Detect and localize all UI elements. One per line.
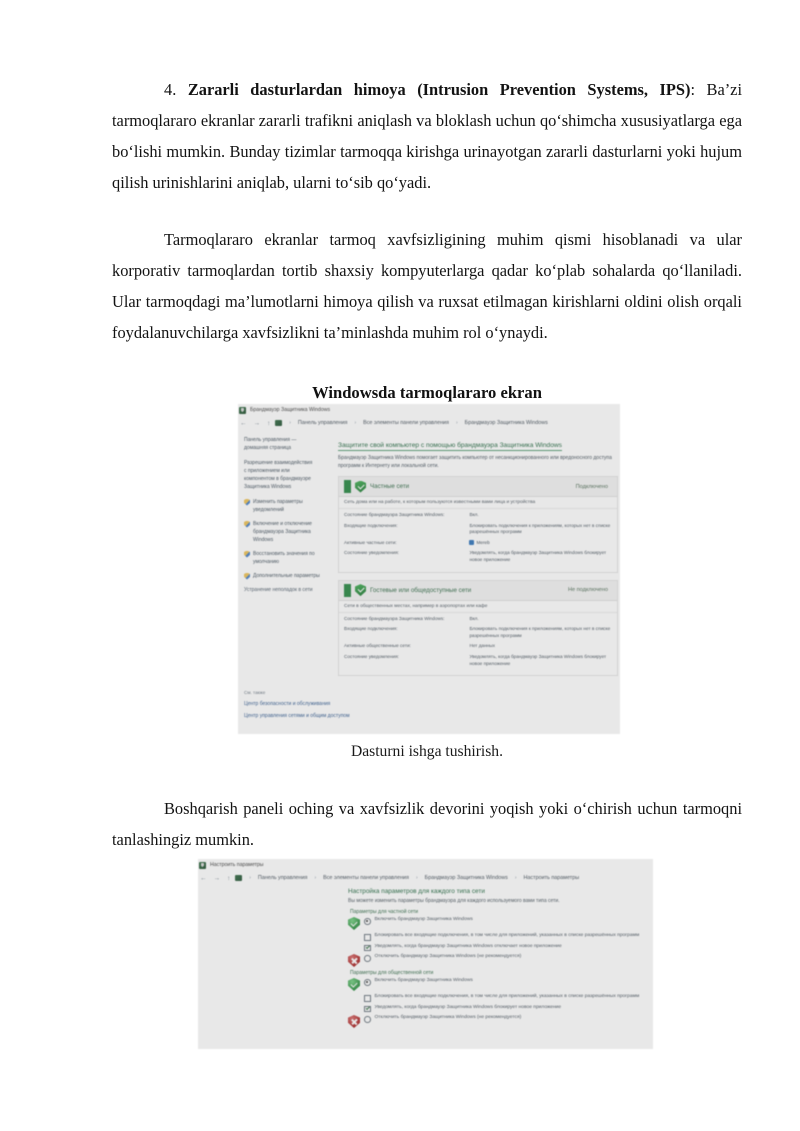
row-key: Входящие подключения: (344, 522, 398, 528)
row-value: Уведомлять, когда брандмауэр Защитника Windows блокирует новое приложение (469, 550, 607, 562)
sidebar-item-label: Изменить параметры уведомлений (253, 499, 303, 513)
breadcrumb-item-3[interactable]: Настроить параметры (523, 875, 580, 881)
breadcrumb-item-2[interactable]: Брандмауэр Защитника Windows (464, 420, 548, 426)
row-key: Состояние брандмауэра Защитника Windows: (344, 512, 445, 517)
status-bar-green (344, 584, 351, 597)
back-icon[interactable]: ← (240, 419, 247, 427)
sidebar-item-change-notifications[interactable] (244, 498, 330, 514)
window-title: Настроить параметры (210, 862, 264, 868)
network-row (344, 654, 612, 667)
content-intro: Брандмауэр Защитника Windows помогает защитить компьютер от несанкционированного или вредоносного доступа программ к Интернету или локальной сети. (338, 455, 612, 469)
row-value-with-icon (469, 540, 612, 547)
folder-icon (235, 875, 242, 881)
checkbox-block-all-incoming[interactable] (364, 934, 371, 941)
folder-icon (275, 420, 282, 426)
paragraph-number: 4. (164, 80, 177, 99)
settings-group-private (348, 909, 651, 967)
option-enable-firewall-private[interactable] (348, 917, 651, 930)
uac-shield-icon (244, 551, 250, 558)
paragraph-summary (112, 224, 742, 348)
breadcrumb-separator: › (514, 875, 517, 881)
suboption-label: Уведомлять, когда брандмауэр Защитника Windows отключает новое приложение (374, 943, 562, 949)
network-row (344, 550, 612, 563)
shield-app-icon (199, 862, 206, 869)
screenshot-firewall-overview (238, 404, 620, 734)
paragraph-body: Boshqarish paneli oching va xavfsizlik devorini yoqish yoki o‘chirish uchun tarmoqni tanlashingiz mumkin. (112, 799, 742, 849)
network-description: Сети в общественных местах, например в аэропортах или кафе (339, 601, 617, 613)
sidebar-item-restore-defaults[interactable] (244, 550, 330, 566)
network-rows (339, 509, 617, 572)
sidebar-allow-line2: с приложением или (244, 468, 290, 474)
customize-panel (198, 885, 653, 1028)
up-icon[interactable]: ↑ (267, 419, 271, 427)
green-shield-check-icon (355, 584, 366, 596)
green-shield-check-icon (355, 481, 366, 493)
breadcrumb-separator: › (314, 875, 317, 881)
option-disable-firewall-public[interactable] (348, 1015, 651, 1028)
sidebar-home-line2: домашняя страница (244, 445, 292, 451)
checkbox-notify-blocked-app[interactable] (364, 1006, 371, 1013)
address-bar[interactable] (238, 416, 620, 430)
group-label: Параметры для частной сети (350, 909, 419, 915)
sidebar-item-troubleshoot[interactable]: Устранение неполадок в сети (244, 587, 313, 593)
suboption-label: Уведомлять, когда брандмауэр Защитника Windows блокирует новое приложение (374, 1004, 562, 1010)
see-also-link-security-maintenance[interactable]: Центр безопасности и обслуживания (244, 701, 331, 708)
forward-icon[interactable]: → (213, 874, 220, 882)
radio-disable-firewall[interactable] (364, 1016, 371, 1023)
row-key: Состояние брандмауэра Защитника Windows: (344, 615, 445, 621)
breadcrumb-item-1[interactable]: Все элементы панели управления (363, 420, 449, 426)
sidebar-item-label: Восстановить значения по умолчанию (253, 551, 315, 565)
network-state: Подключено (575, 483, 608, 490)
suboption-label: Блокировать все входящие подключения, в том числе для приложений, указанных в списке разрешённых программ (374, 933, 640, 938)
network-header (339, 477, 617, 497)
nav-arrows[interactable] (240, 420, 270, 427)
sidebar-allow-line1: Разрешение взаимодействия (244, 460, 313, 466)
paragraph-body: : Ba’zi tarmoqlararo ekranlar zararli trafikni aniqlash va bloklash uchun qo‘shimcha xususiyatlarga ega bo‘lishi mumkin. Bunday tizimlar tarmoqqa kirishga urinayotgan zararli dasturlarni yoki hujum qilish urinishlarini aniqlab, ularni to‘sib qo‘yadi. (112, 80, 743, 192)
customize-heading: Настройка параметров для каждого типа сети (348, 888, 485, 895)
paragraph-bold-lead: Zararli dasturlardan himoya (Intrusion Prevention Systems, IPS) (187, 80, 691, 99)
network-section-private[interactable] (338, 476, 618, 573)
network-row (344, 512, 612, 519)
network-row (344, 540, 612, 547)
status-bar-green (344, 480, 351, 493)
see-also-link-network-sharing[interactable]: Центр управления сетями и общим доступом (244, 713, 350, 720)
breadcrumb-item-2[interactable]: Брандмауэр Защитника Windows (424, 875, 508, 881)
sidebar-item-turn-firewall[interactable] (244, 520, 330, 544)
window-titlebar (238, 404, 620, 416)
sidebar-allow-line3: компонентом в брандмауэре (244, 476, 311, 482)
breadcrumb-item-0[interactable]: Панель управления (297, 420, 348, 426)
red-shield-icon (348, 1015, 360, 1028)
window-body (238, 430, 620, 683)
option-label: Включить брандмауэр Защитника Windows (374, 978, 473, 983)
paragraph-instructions (112, 793, 742, 855)
row-key: Входящие подключения: (344, 626, 398, 632)
network-state: Не подключено (567, 587, 608, 594)
sidebar (238, 430, 334, 594)
radio-enable-firewall[interactable] (364, 918, 371, 925)
row-key: Состояние уведомления: (344, 550, 399, 556)
sidebar-item-label: Включение и отключение брандмауэра Защитника Windows (253, 521, 312, 543)
option-label: Отключить брандмауэр Защитника Windows (не рекомендуется) (374, 1015, 522, 1020)
red-shield-icon (348, 954, 360, 967)
row-key: Состояние уведомления: (344, 653, 399, 659)
network-section-public[interactable] (338, 580, 618, 677)
breadcrumb-separator: › (415, 875, 418, 881)
uac-shield-icon (244, 499, 250, 506)
suboption-notify-private[interactable] (364, 944, 651, 952)
breadcrumb-separator: › (354, 420, 357, 426)
uac-shield-icon (244, 521, 250, 528)
see-also-label: См. также (244, 690, 266, 696)
suboption-block-all-private[interactable] (364, 933, 651, 941)
nav-arrows[interactable] (200, 875, 230, 882)
option-label: Включить брандмауэр Защитника Windows (374, 917, 473, 922)
breadcrumb-separator: › (455, 420, 458, 426)
network-row (344, 616, 612, 623)
network-title: Частные сети (370, 483, 410, 490)
sidebar-item-label: Дополнительные параметры (253, 573, 320, 579)
suboption-notify-public[interactable] (364, 1005, 651, 1013)
paragraph-body: Tarmoqlararo ekranlar tarmoq xavfsizligining muhim qismi hisoblanadi va ular korporativ tarmoqlardan tortib shaxsiy kompyuterlarga qadar ko‘plab sohalarda qo‘llaniladi. Ular tarmoqdagi ma’lumotlarni himoya qilish va ruxsat etilmagan kirishlarni oldini olish orqali foydalanuvchilarga xavfsizlikni ta’minlashda muhim rol o‘ynaydi. (112, 230, 742, 342)
group-label: Параметры для общественной сети (350, 970, 434, 976)
settings-group-public (348, 970, 651, 1028)
figure-heading: Windowsda tarmoqlararo ekran (312, 383, 542, 402)
checkbox-block-all-incoming[interactable] (364, 995, 371, 1002)
suboption-block-all-public[interactable] (364, 994, 651, 1002)
network-description: Сеть дома или на работе, к которым пользуются известными вами лица и устройства (339, 497, 617, 509)
breadcrumb-separator: › (289, 420, 291, 426)
green-shield-icon (348, 917, 360, 930)
network-row (344, 626, 612, 639)
uac-shield-icon (244, 573, 250, 580)
sidebar-allow-app-link[interactable] (244, 459, 330, 491)
network-row (344, 523, 612, 536)
option-label: Отключить брандмауэр Защитника Windows (не рекомендуется) (374, 954, 522, 959)
network-header (339, 581, 617, 601)
sidebar-item-advanced-settings[interactable] (244, 572, 330, 580)
content-pane (334, 430, 620, 683)
screenshot-firewall-customize (198, 859, 653, 1049)
network-row (344, 643, 612, 650)
see-also-section (238, 683, 620, 720)
checkbox-notify-blocked-app[interactable] (364, 945, 371, 952)
row-value: Mereb (476, 539, 490, 545)
row-value: Нет данных (469, 643, 495, 649)
row-value: Блокировать подключения к приложениям, которых нет в списке разрешённых программ (469, 522, 611, 535)
network-rows (339, 613, 617, 676)
back-icon[interactable]: ← (200, 874, 207, 882)
row-value: Вкл. (469, 512, 479, 517)
shield-app-icon (239, 407, 246, 414)
paragraph-ips (112, 74, 742, 198)
address-bar[interactable] (198, 871, 653, 885)
content-heading: Защитите свой компьютер с помощью брандмауэра Защитника Windows (338, 442, 562, 449)
sidebar-home-line1: Панель управления — (244, 437, 297, 443)
row-key: Активные общественные сети: (344, 643, 411, 649)
row-key: Активные частные сети: (344, 539, 397, 545)
window-title: Брандмауэр Защитника Windows (250, 407, 331, 413)
breadcrumb-item-1[interactable]: Все элементы панели управления (323, 875, 409, 881)
sidebar-home-link[interactable] (244, 436, 330, 452)
row-value: Уведомлять, когда брандмауэр Защитника Windows блокирует новое приложение (469, 653, 607, 666)
row-value: Блокировать подключения к приложениям, которых нет в списке разрешённых программ (469, 626, 611, 638)
customize-subheading: Вы можете изменить параметры брандмауэра для каждого используемого вами типа сети. (348, 898, 560, 904)
breadcrumb-separator: › (249, 875, 251, 881)
network-icon (469, 540, 474, 545)
option-disable-firewall-private[interactable] (348, 954, 651, 967)
row-value: Вкл. (469, 615, 479, 621)
forward-icon[interactable]: → (253, 419, 260, 427)
window-titlebar (198, 859, 653, 871)
up-icon[interactable]: ↑ (227, 874, 231, 882)
figure-caption: Dasturni ishga tushirish. (350, 743, 504, 760)
network-title: Гостевые или общедоступные сети (370, 586, 472, 594)
option-enable-firewall-public[interactable] (348, 978, 651, 991)
radio-disable-firewall[interactable] (364, 955, 371, 962)
radio-enable-firewall[interactable] (364, 979, 371, 986)
suboption-label: Блокировать все входящие подключения, в том числе для приложений, указанных в списке разрешённых программ (374, 994, 640, 999)
sidebar-allow-line4: Защитника Windows (244, 484, 292, 490)
breadcrumb-item-0[interactable]: Панель управления (257, 875, 308, 881)
green-shield-icon (348, 978, 360, 991)
